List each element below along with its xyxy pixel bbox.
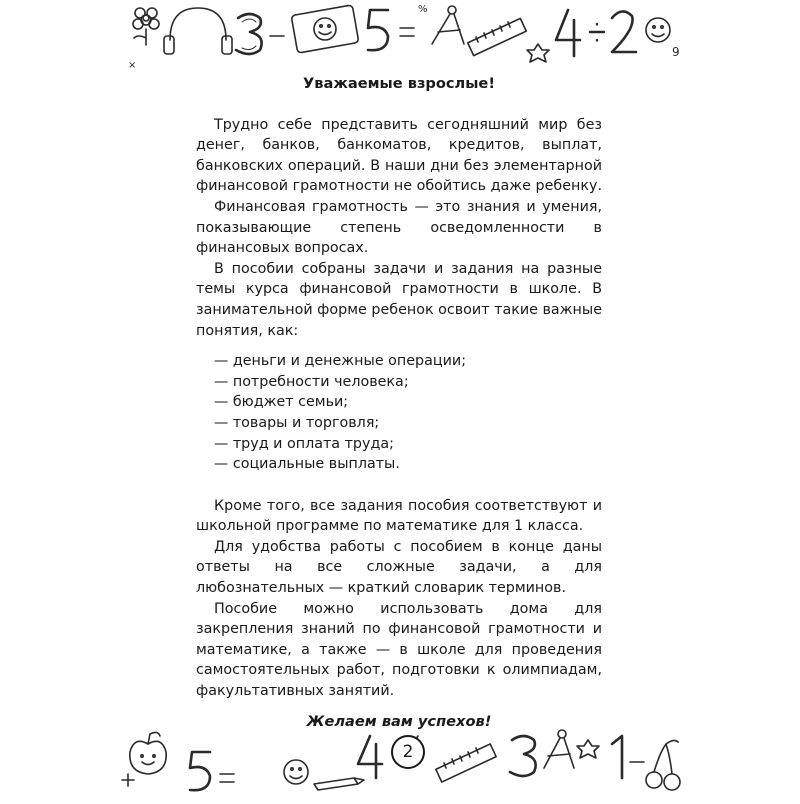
outro-paragraph: Кроме того, все задания пособия соответствуют и школьной программе по математике для 1 класса. [196,497,602,535]
divide-sign [590,24,604,41]
digit-4 [358,736,382,778]
intro-paragraph: Финансовая грамотность — это знания и умения, показывающие степень осведомленности в финансовых вопросах. [196,198,602,257]
compass-icon [544,730,574,768]
intro-paragraph: Трудно себе представить сегодняшний мир без денег, банков, банкоматов, кредитов, выплат, банковских операций. В наши дни без элементарной финансовой грамотности не обойтись даже ребенку. [196,116,602,195]
star-icon [577,740,599,758]
equals-sign [400,28,414,36]
smiley-icon [284,760,308,784]
plus-sign [122,774,134,786]
letter-body [196,68,602,732]
pencil-icon [314,778,364,790]
list-item: — потребности человека; [214,373,409,390]
outro-paragraph: Для удобства работы с пособием в конце даны ответы на все сложные задачи, а для любознательных — краткий словарик терминов. [196,538,602,597]
equals-sign [220,774,234,782]
smiley-icon [646,18,670,42]
apple-icon [130,732,166,774]
banknote-smiley-icon [291,5,359,53]
digit-4 [556,10,580,56]
top-doodle-border [118,0,683,78]
compass-icon [432,6,464,44]
list-item: — социальные выплаты. [214,456,400,473]
ruler-icon [468,18,526,55]
digit-3 [510,736,536,776]
topics-list [196,351,602,475]
digit-3 [236,14,262,54]
list-item: — деньги и денежные операции; [214,353,467,370]
outro-paragraph: Пособие можно использовать дома для закрепления знаний по финансовой грамотности и математике, а также — в школе для проведения самостоятельных работ, подготовки к олимпиадам, факультативных занятий. [196,600,602,700]
list-item: — бюджет семьи; [214,394,349,411]
headphones-icon [164,8,232,54]
cherries-icon [646,740,680,790]
page-number: 2 [391,735,425,769]
svg-text:×: × [128,60,137,71]
letter-heading: Уважаемые взрослые! [303,75,495,92]
svg-text:9: 9 [672,45,680,59]
digit-2 [612,11,636,52]
flower-icon [133,8,159,45]
list-item: — товары и торговля; [214,414,380,431]
ruler-icon [436,744,496,782]
digit-1 [612,736,622,778]
list-item: — труд и оплата труда; [214,435,394,452]
closing-wish: Желаем вам успехов! [306,712,492,730]
digit-5 [190,752,210,790]
intro-paragraph: В пособии собраны задачи и задания на разные темы курса финансовой грамотности в школе. В занимательной форме ребенок освоит такие важные понятия, как: [196,260,602,339]
digit-5 [368,10,388,50]
svg-text:%: % [418,4,428,15]
star-icon [527,44,549,62]
